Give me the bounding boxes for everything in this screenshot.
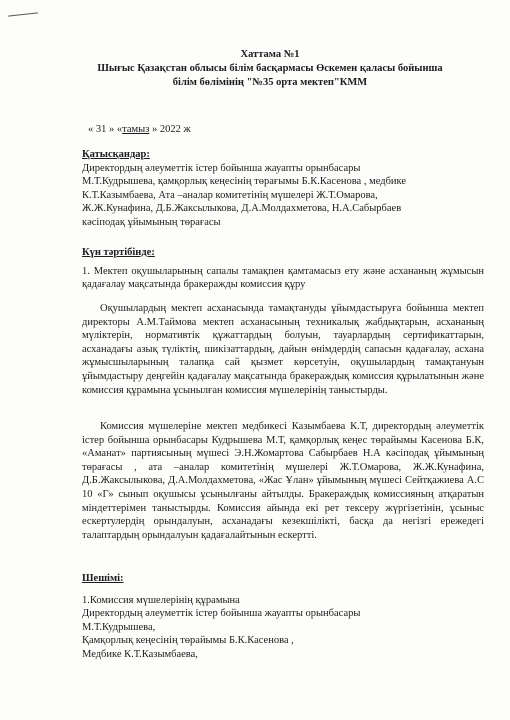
attendees-line: К.Т.Казымбаева, Ата –аналар комитетінің мүшелері Ж.Т.Омарова, [82, 189, 378, 201]
protocol-title: Хаттама №1 [240, 49, 300, 60]
pen-mark [8, 12, 38, 16]
decision-line: Медбике К.Т.Казымбаева, [82, 648, 198, 660]
attendees-line: Директордың әлеуметтік істер бойынша жауапты орынбасары [82, 162, 361, 174]
organization-line-2: білім бөлімінің "№35 орта мектеп"КММ [172, 77, 368, 88]
attendees-line: М.Т.Кудрышева, қамқорлық кеңесінің төрағымы Б.К.Касенова , медбике [82, 176, 407, 188]
agenda-heading: Күн тәртібінде: [82, 247, 155, 258]
decision-line: М.Т.Кудрышева, [82, 621, 156, 633]
document-header [60, 48, 480, 90]
date-quote-mid: » « [109, 124, 123, 135]
attendees-section [82, 148, 484, 230]
decision-heading: Шешімі: [82, 573, 124, 584]
date-month: тамыз [122, 124, 150, 135]
body-paragraph-1: Оқушылардың мектеп асханасында тамақтануды ұйымдастыруға бойынша мектеп директоры А.М.Таймова мектеп асханасының техникалық жабдықтарын, асхананың мүліктерін, нормативтік құжаттардың болуын, тауарлардың сертификаттарын, асханадағы азық түліктің, шикізаттардың, дайын өнімдердің сапасын қадағалау, асхана жұмысшыларының талапқа сай қызмет көрсетуін, оқушылардың тамақтануын ұйымдастыру деңгейін қадағалау мақсатында бракераждық комиссия құрылатынын және комиссия құрамына ұсынылған комиссия мүшелерінің таныстырды. [82, 303, 484, 396]
attendees-line: кәсіподақ ұйымының төрағасы [82, 216, 221, 228]
date-day: 31 [95, 124, 107, 135]
date-quote-close: » [151, 124, 158, 135]
date-quote-open: « [88, 124, 94, 135]
decision-line: Директордың әлеуметтік істер бойынша жауапты орынбасары [82, 608, 361, 620]
attendees-line: Ж.Ж.Кунафина, Д.Б.Жаксылыкова, Д.А.Молдахметова, Н.А.Сабырбаев [82, 203, 402, 215]
decision-section [82, 572, 484, 662]
organization-line-1: Шығыс Қазақстан облысы білім басқармасы Өскемен қаласы бойынша [97, 63, 443, 74]
agenda-section [82, 246, 484, 292]
decision-line: Қамқорлық кеңесінің төрайымы Б.К.Касенова , [82, 635, 294, 647]
body-paragraph-2: Комиссия мүшелеріне мектеп медбикесі Казымбаева К.Т, директордың әлеуметтік істер бойынша орынбасары Кудрышева М.Т, қамқорлық кеңес төрайымы Касенова Б.К, «Аманат» партиясының мүшесі Э.Н.Жомартова Сабырбаев Н.А кәсіподақ ұйымының төрағасы , ата –аналар комитетінің мүшелері Ж.Т.Омарова, Ж.Ж.Кунафина, Д.Б.Жаксылыкова, Д.А.Молдахметова, «Жас Ұлан» ұйымының мүшесі Сейтқажиева А.С 10 «Г» сынып оқушысы ұсынылғаны айтылды. Бракераждық комиссияның атқаратын міндеттерімен таныстырды. Комиссия айында екі рет тексеру жүргізетінін, ұсыныс ескертулердің орындалуын, асханадағы кезекшілікті, басқа да негізгі ережедегі талаптардың орындалуын қадағалайтынын ескертті. [82, 421, 484, 541]
agenda-item: 1. Мектеп оқушыларының сапалы тамақпен қамтамасыз ету және асхананың жұмысын қадағалау мақсатында бракеражды комиссия құру [82, 265, 484, 291]
date-year: 2022 ж [159, 124, 191, 135]
attendees-heading: Қатысқандар: [82, 149, 150, 160]
decision-line: 1.Комиссия мүшелерінің құрамына [82, 594, 240, 606]
document-date [88, 124, 191, 135]
